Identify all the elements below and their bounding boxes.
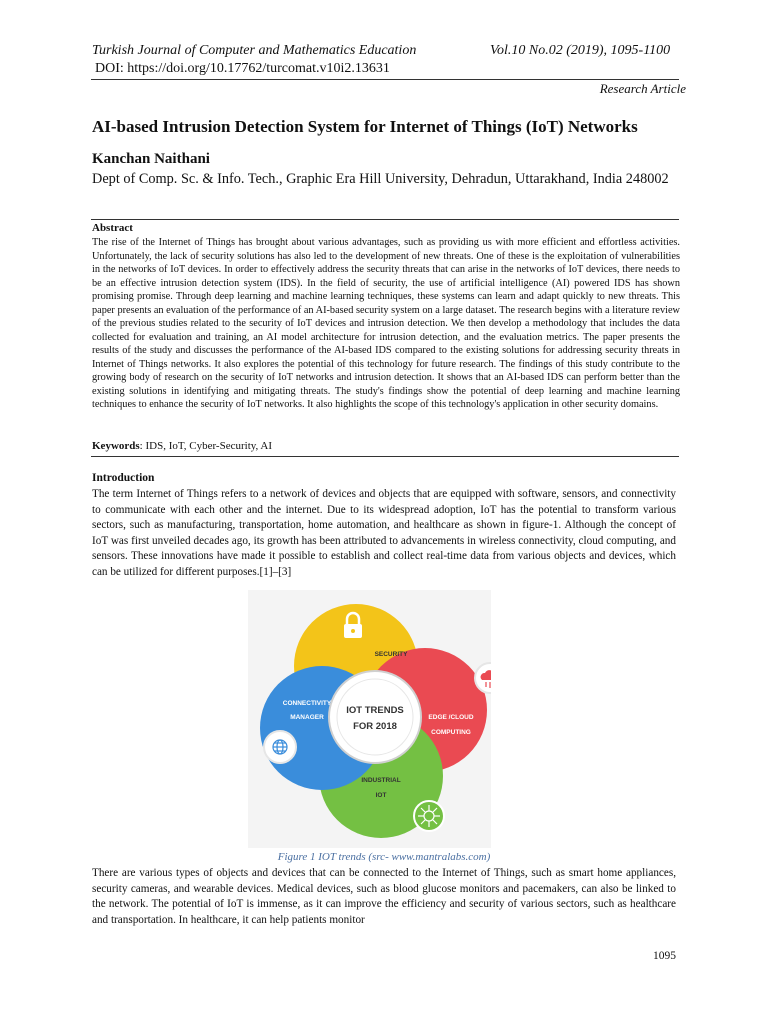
doi-link[interactable]: DOI: https://doi.org/10.17762/turcomat.v10i2.13631 <box>95 61 390 76</box>
edge-label-1: EDGE /CLOUD <box>428 714 474 721</box>
keywords-line <box>92 440 272 452</box>
connectivity-label-2: MANAGER <box>290 714 324 721</box>
volume-info: Vol.10 No.02 (2019), 1095-1100 <box>490 43 671 58</box>
introduction-heading: Introduction <box>92 472 155 484</box>
introduction-paragraph: The term Internet of Things refers to a network of devices and objects that are equipped with software, sensors, and connectivity to communicate with each other and the internet. Due to its widespread adoption, IoT has the potential to transform various sectors, such as manufacturing, transportation, home automation, and healthcare as shown in figure-1. Although the concept of IoT was first unveiled decades ago, its growth has been attributed to advancements in wireless connectivity, cloud computing, and sensors. These innovations have made it possible to establish and collect real-time data from various objects and devices, which can be utilized for different purposes.[1]–[3] <box>92 488 676 578</box>
author-name: Kanchan Naithani <box>92 151 210 167</box>
page-number: 1095 <box>653 950 676 962</box>
article-type: Research Article <box>599 81 686 96</box>
figure-caption: Figure 1 IOT trends (src- www.mantralabs.com) <box>277 851 491 863</box>
keywords-label: Keywords <box>92 440 140 452</box>
industrial-label-2: IOT <box>375 792 387 799</box>
edge-label-2: COMPUTING <box>431 729 471 736</box>
abstract-text: The rise of the Internet of Things has brought about various advantages, such as providing us with more efficient and effortless activities. Unfortunately, the lack of security solutions has also led to the development of new threats. One of these is the exploitation of vulnerabilities in the networks of IoT devices. In order to effectively address the security threats that can arise in the networks of IoT devices, there needs to be an effective intrusion detection system (IDS). In the field of security, the use of artificial intelligence (AI) powered IDS has shown promising promise. Through deep learning and machine learning techniques, these systems can learn and adapt quickly to new threats. This paper presents an evaluation of the performance of an AI-based security system on a large dataset. The research begins with a literature review of the previous studies related to the security of IoT devices and intrusion detection. We then develop a methodology that includes the data collected for evaluation and training, an AI model architecture for intrusion detection, and the evaluation metrics. The paper presents the results of the study and discusses the performance of the AI-based IDS compared to the existing solutions for addressing security threats in Internet of Things networks. It also explores the potential of this technology for future research. The findings of this study contribute to the growing body of research on the security of IoT networks and intrusion detection. It shows that an AI-based IDS can perform better than the existing solutions in identifying and mitigating threats. The study's findings show the potential of deep learning and machine learning techniques to enhance the security of IoT networks. It also highlights the scope of this technology's application in other security domains. <box>92 237 680 410</box>
journal-name: Turkish Journal of Computer and Mathematics Education <box>92 43 417 58</box>
keywords-values: : IDS, IoT, Cyber-Security, AI <box>139 440 273 452</box>
header-rule <box>91 79 679 80</box>
author-affiliation: Dept of Comp. Sc. & Info. Tech., Graphic Era Hill University, Dehradun, Uttarakhand, India 248002 <box>92 171 669 187</box>
center-disc <box>337 679 413 755</box>
abstract-bottom-rule <box>91 456 679 457</box>
paper-title: AI-based Intrusion Detection System for Internet of Things (IoT) Networks <box>92 117 638 136</box>
abstract-top-rule <box>91 219 679 220</box>
connectivity-label-1: CONNECTIVITY <box>282 700 332 707</box>
iot-trends-figure <box>248 590 491 848</box>
iot-trends-diagram <box>248 590 491 848</box>
center-line-1: IOT TRENDS <box>346 705 404 716</box>
security-label: SECURITY <box>374 651 408 658</box>
center-line-2: FOR 2018 <box>353 721 397 732</box>
body-paragraph: There are various types of objects and devices that can be connected to the Internet of Things, such as smart home appliances, security cameras, and wearable devices. Medical devices, such as blood glucose monitors and pacemakers, can also be linked to the network. The potential of IoT is immense, as it can improve the efficiency and security of various sectors, such as healthcare and transportation. In healthcare, it can help patients monitor <box>92 867 676 926</box>
industrial-label-1: INDUSTRIAL <box>361 777 401 784</box>
abstract-heading: Abstract <box>92 222 133 234</box>
